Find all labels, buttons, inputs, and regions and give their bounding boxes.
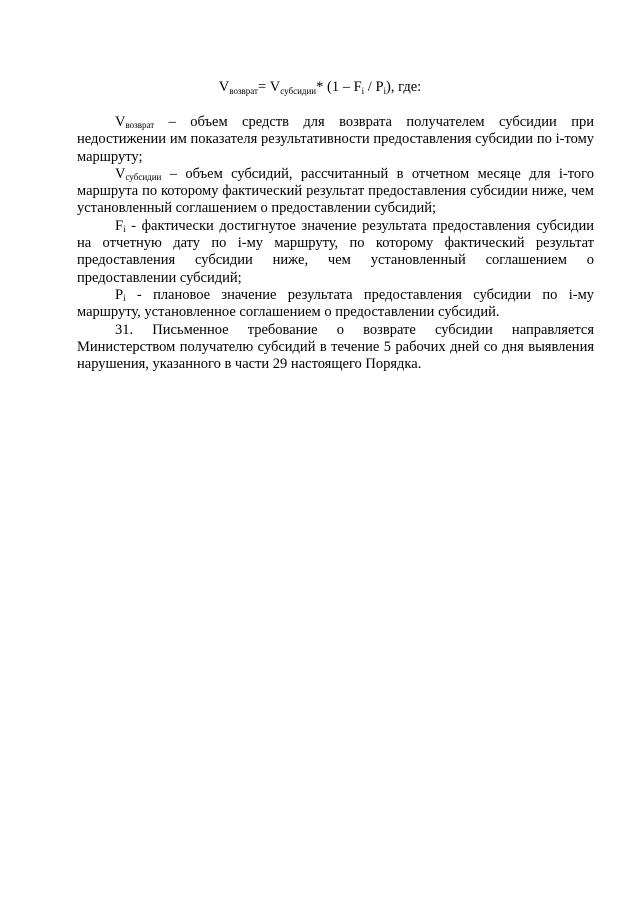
definition-p-plan [77,287,594,322]
formula-v-refund: $V_{возврат}$ [218,79,258,96]
formula-v-subsidy: $V_{субсидии}$ [269,79,317,96]
definition-v-subsidy [77,166,594,218]
definition-v-refund [77,114,594,166]
definition-f-actual [77,218,594,287]
definition-symbol: $F_i$ [115,217,126,234]
definition-text: - плановое значение результата предоставления субсидии по i-му маршруту, установленное соглашением о предоставлении субсидий. [77,286,594,321]
clause-31: 31. Письменное требование о возврате субсидии направляется Министерством получателю субсидий в течение 5 рабочих дней со дня выявления нарушения, указанного в части 29 настоящего Порядка. [77,321,594,373]
definition-text: – объем средств для возврата получателем субсидии при недостижении им показателя результативности предоставления субсидии по i-тому маршруту; [77,114,594,165]
definition-symbol: $P_i$ [115,286,126,303]
refund-formula: $V_{возврат}= V_{субсидии}*$ $(1 - F_i / P_i)$, где: [218,79,422,96]
definition-text: – объем субсидий, рассчитанный в отчетном месяце для i-того маршрута по которому фактический результат предоставления субсидии ниже, чем установленный соглашением о предоставлении субсидий; [77,165,594,217]
definition-text: - фактически достигнутое значение результата предоставления субсидии на отчетную дату по i-му маршруту, по которому фактический результат предоставления субсидии ниже, чем установленный соглашением о предоставлении субсидий; [77,217,594,286]
definition-symbol: $V_{возврат}$ [115,114,155,130]
document-body [77,114,594,373]
definition-symbol: $V_{субсидии}$ [115,165,162,182]
